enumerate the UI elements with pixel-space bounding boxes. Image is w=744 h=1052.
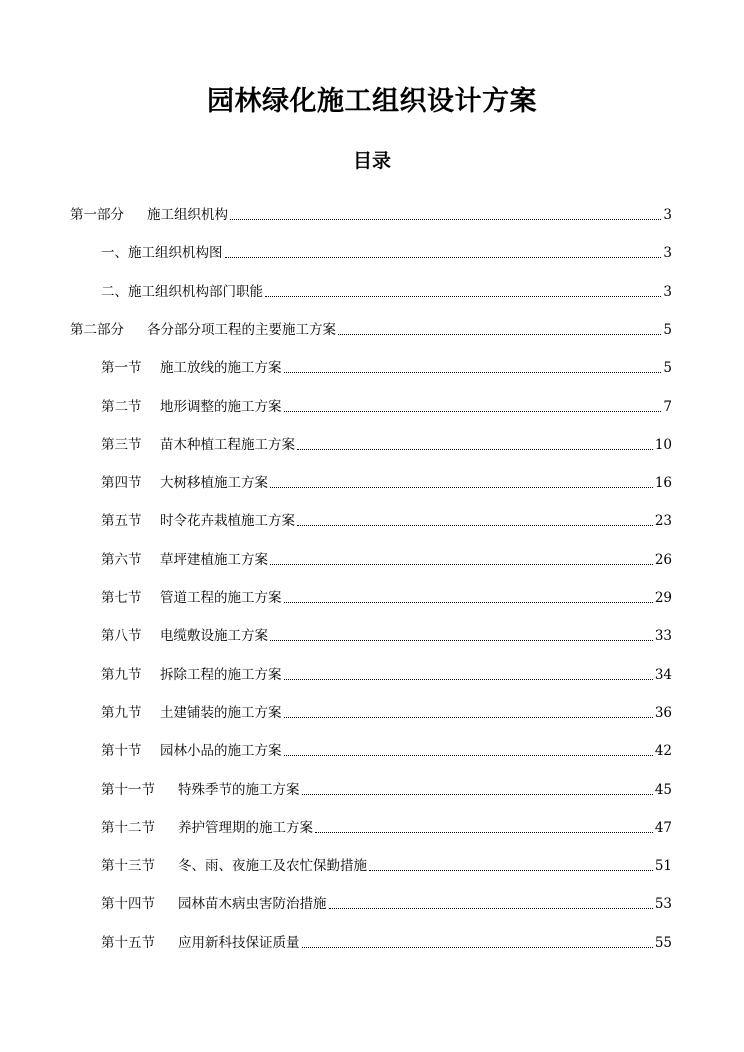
toc-entry-label: 各分部分项工程的主要施工方案 [147, 321, 336, 338]
toc-entry-page-number: 34 [654, 666, 672, 683]
toc-entry-page-number: 3 [663, 207, 672, 223]
toc-dot-leader [297, 525, 653, 526]
toc-entry-page-number: 10 [654, 436, 672, 453]
document-title: 园林绿化施工组织设计方案 [207, 86, 537, 117]
toc-dot-leader [265, 296, 661, 297]
toc-entry[interactable] [101, 427, 672, 455]
toc-entry[interactable] [101, 465, 672, 493]
toc-entry-number: 第九节 [101, 704, 142, 721]
toc-dot-leader [338, 334, 661, 335]
toc-entry-page-number: 3 [663, 283, 672, 300]
toc-entry-page-number: 5 [663, 321, 672, 338]
toc-entry[interactable] [101, 274, 672, 302]
toc-entry-page-number: 3 [663, 245, 672, 262]
toc-entry[interactable] [101, 810, 672, 838]
toc-dot-leader [284, 679, 653, 680]
toc-dot-leader [270, 487, 653, 488]
toc-entry-label: 养护管理期的施工方案 [178, 819, 313, 836]
toc-dot-leader [297, 449, 653, 450]
toc-entry-number: 第三节 [101, 436, 142, 453]
toc-entry-label: 草坪建植施工方案 [160, 551, 268, 568]
toc-entry-label: 冬、雨、夜施工及农忙保勤措施 [178, 858, 367, 875]
toc-entry-number: 第八节 [101, 628, 142, 645]
toc-entry[interactable] [101, 542, 672, 570]
toc-entry-page-number: 29 [654, 590, 672, 606]
toc-entry-number: 第二节 [101, 398, 142, 415]
toc-dot-leader [270, 564, 653, 565]
toc-heading: 目录 [352, 150, 391, 172]
toc-entry-page-number: 33 [654, 628, 672, 645]
toc-entry-label: 特殊季节的施工方案 [178, 781, 300, 798]
toc-dot-leader [329, 908, 653, 909]
toc-dot-leader [225, 257, 662, 258]
toc-entry-number: 第四节 [101, 475, 142, 492]
toc-entry-label: 施工组织机构 [147, 207, 228, 223]
toc-entry-number: 第十四节 [101, 896, 155, 913]
toc-entry-number: 第十一节 [101, 781, 155, 798]
toc-entry-label: 拆除工程的施工方案 [160, 666, 282, 683]
toc-entry[interactable] [101, 733, 672, 761]
toc-entry-number: 第十三节 [101, 858, 155, 875]
toc-dot-leader [302, 794, 653, 795]
toc-entry-label: 应用新科技保证质量 [178, 934, 300, 951]
toc-entry-page-number: 51 [654, 858, 672, 875]
toc-entry-number: 第一节 [101, 360, 142, 377]
toc-entry-number: 第五节 [101, 513, 142, 530]
toc-entry-label: 管道工程的施工方案 [160, 590, 282, 606]
toc-dot-leader [284, 411, 662, 412]
toc-entry-page-number: 5 [663, 360, 672, 377]
toc-entry-label: 一、施工组织机构图 [101, 245, 223, 262]
toc-entry-number: 第十二节 [101, 819, 155, 836]
toc-entry-page-number: 26 [654, 551, 672, 568]
toc-entry[interactable] [101, 618, 672, 646]
toc-dot-leader [302, 947, 653, 948]
toc-entry-page-number: 47 [654, 819, 672, 836]
toc-dot-leader [369, 870, 653, 871]
toc-entry[interactable] [101, 886, 672, 914]
toc-entry-number: 第六节 [101, 551, 142, 568]
toc-entry-label: 大树移植施工方案 [160, 475, 268, 492]
toc-entry-label: 地形调整的施工方案 [160, 398, 282, 415]
toc-entry[interactable] [101, 350, 672, 378]
toc-entry-label: 二、施工组织机构部门职能 [101, 283, 263, 300]
toc-entry[interactable] [70, 312, 672, 340]
toc-entry-number: 第十五节 [101, 934, 155, 951]
toc-entry-page-number: 53 [654, 896, 672, 913]
toc-entry-label: 电缆敷设施工方案 [160, 628, 268, 645]
toc-entry[interactable] [70, 197, 672, 225]
toc-entry-number: 第七节 [101, 590, 142, 606]
toc-dot-leader [270, 640, 653, 641]
toc-entry-page-number: 7 [663, 398, 672, 415]
toc-entry-label: 施工放线的施工方案 [160, 360, 282, 377]
toc-entry-page-number: 45 [654, 781, 672, 798]
toc-entry-label: 园林苗木病虫害防治措施 [178, 896, 327, 913]
toc-dot-leader [284, 717, 653, 718]
toc-entry[interactable] [101, 503, 672, 531]
toc-entry-number: 第十节 [101, 743, 142, 760]
toc-entry[interactable] [101, 657, 672, 685]
toc-entry[interactable] [101, 848, 672, 876]
toc-dot-leader [284, 755, 653, 756]
toc-entry[interactable] [101, 235, 672, 263]
toc-entry-number: 第一部分 [70, 207, 124, 223]
toc-entry[interactable] [101, 772, 672, 800]
toc-entry-page-number: 55 [654, 934, 672, 951]
toc-dot-leader [284, 372, 662, 373]
toc-dot-leader [315, 832, 653, 833]
toc-entry[interactable] [101, 925, 672, 953]
toc-dot-leader [230, 219, 661, 220]
toc-entry-label: 土建铺装的施工方案 [160, 704, 282, 721]
toc-entry-page-number: 23 [654, 513, 672, 530]
toc-entry-page-number: 42 [654, 743, 672, 760]
toc-entry-page-number: 36 [654, 704, 672, 721]
toc-entry-number: 第九节 [101, 666, 142, 683]
toc-entry-label: 苗木种植工程施工方案 [160, 436, 295, 453]
toc-entry[interactable] [101, 580, 672, 608]
toc-entry-page-number: 16 [654, 475, 672, 492]
toc-entry[interactable] [101, 389, 672, 417]
toc-entry-number: 第二部分 [70, 321, 124, 338]
toc-entry-label: 园林小品的施工方案 [160, 743, 282, 760]
toc-entry[interactable] [101, 695, 672, 723]
toc-entry-label: 时令花卉栽植施工方案 [160, 513, 295, 530]
toc-dot-leader [284, 602, 653, 603]
